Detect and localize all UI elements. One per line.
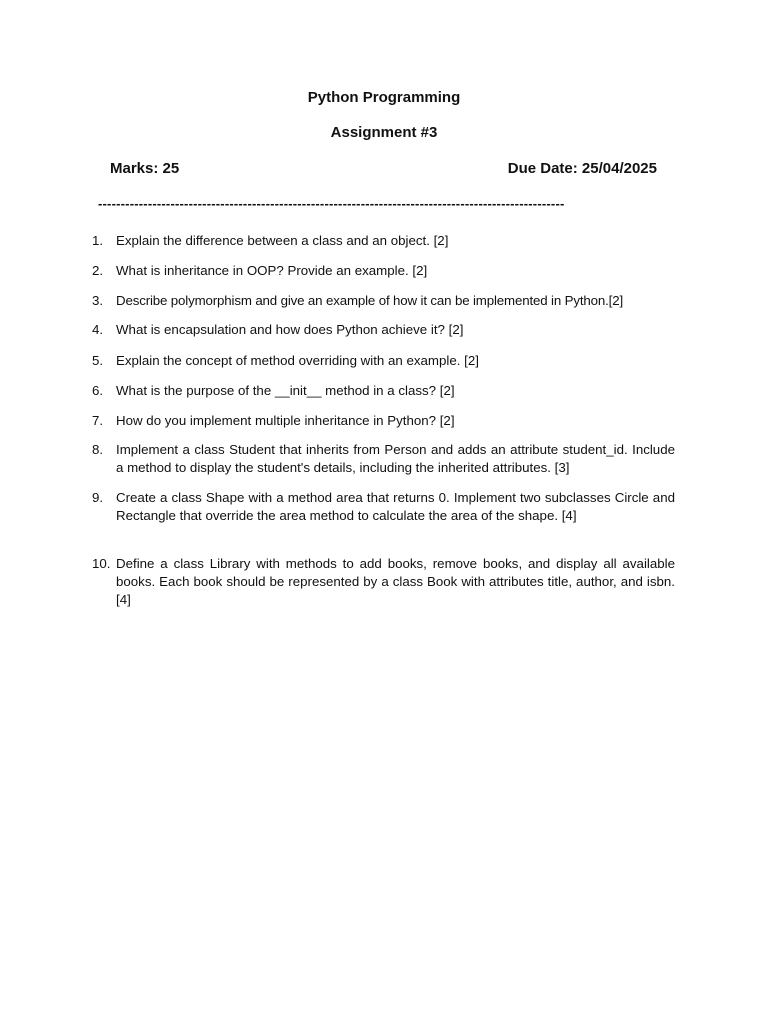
question-item-5: [92, 352, 675, 370]
question-number: 8.: [92, 442, 104, 457]
question-text: Create a class Shape with a method area that returns 0. Implement two subclasses Circle and Rectangle that override the area method to calculate the area of the shape. [4]: [116, 490, 675, 523]
question-text: What is encapsulation and how does Python achieve it? [2]: [116, 322, 464, 337]
question-number: 2.: [92, 263, 104, 278]
question-item-3: [92, 292, 675, 310]
question-item-10: [92, 555, 675, 609]
question-text: Describe polymorphism and give an example of how it can be implemented in Python.[2]: [116, 293, 623, 308]
question-text: What is inheritance in OOP? Provide an example. [2]: [116, 263, 428, 278]
question-item-8: [92, 441, 675, 477]
question-text: What is the purpose of the __init__ method in a class? [2]: [116, 383, 455, 398]
question-number: 5.: [92, 353, 104, 368]
question-item-6: [92, 382, 675, 400]
question-text: Explain the difference between a class and an object. [2]: [116, 233, 449, 248]
question-text: How do you implement multiple inheritance in Python? [2]: [116, 413, 455, 428]
marks-label: Marks: 25: [110, 160, 180, 177]
question-number: 1.: [92, 233, 104, 248]
question-number: 9.: [92, 490, 104, 505]
question-item-2: [92, 262, 675, 280]
question-number: 3.: [92, 293, 104, 308]
question-number: 4.: [92, 322, 104, 337]
question-item-7: [92, 412, 675, 430]
course-title: Python Programming: [307, 89, 461, 106]
question-item-4: [92, 321, 675, 339]
question-text: Explain the concept of method overriding with an example. [2]: [116, 353, 479, 368]
question-text: Define a class Library with methods to add books, remove books, and display all available books. Each book should be represented by a class Book with attributes title, author, and isbn. [4]: [116, 556, 675, 607]
question-number: 7.: [92, 413, 104, 428]
separator-line: -------------------------------------------------------------------------------------------------------: [98, 196, 565, 211]
assignment-title: Assignment #3: [330, 124, 438, 141]
question-text: Implement a class Student that inherits from Person and adds an attribute student_id. Include a method to display the student's details, including the inherited attributes. [3]: [116, 442, 675, 475]
due-date-label: Due Date: 25/04/2025: [507, 160, 657, 177]
question-number: 10.: [92, 556, 111, 571]
question-item-9: [92, 489, 675, 525]
question-item-1: [92, 232, 675, 250]
question-number: 6.: [92, 383, 104, 398]
